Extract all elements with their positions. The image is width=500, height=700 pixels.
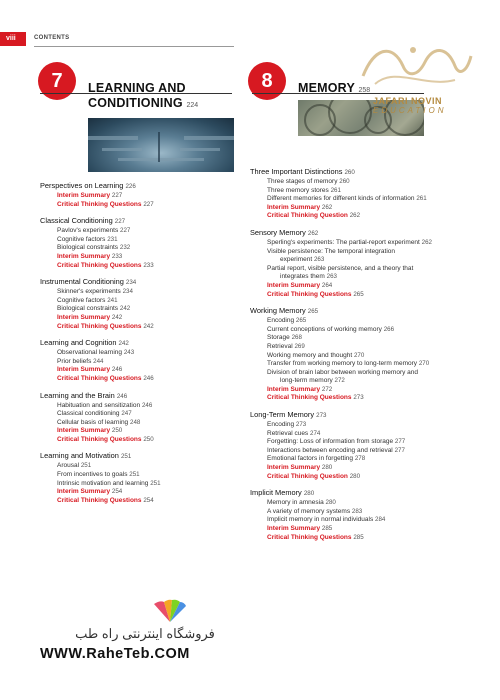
toc-entry-page: 227: [143, 200, 154, 208]
toc-summary-entry[interactable]: [250, 386, 470, 395]
toc-entry-page: 277: [394, 446, 405, 454]
toc-entry[interactable]: [250, 516, 470, 525]
toc-entry-text: Emotional factors in forgetting: [267, 455, 353, 463]
toc-entry-page: 246: [111, 366, 123, 374]
toc-section-title: Learning and Motivation: [40, 451, 119, 461]
toc-section-heading[interactable]: [250, 410, 470, 421]
toc-entry-text: Critical Thinking Questions: [57, 261, 142, 269]
toc-entry-page: 242: [111, 313, 123, 321]
page-number-tab: viii: [0, 32, 26, 46]
chapter-7-underline: [40, 93, 232, 94]
toc-entry-page: 263: [313, 256, 325, 264]
toc-section-page: 273: [316, 412, 327, 420]
toc-summary-entry[interactable]: [250, 394, 470, 403]
toc-entry-page: 277: [394, 438, 406, 446]
toc-entry[interactable]: [250, 317, 470, 326]
chapter-7-maze-image: [88, 118, 234, 172]
toc-entry-text: Interim Summary: [57, 427, 111, 435]
toc-entry-page: 248: [130, 418, 141, 426]
toc-entry-text: Critical Thinking Questions: [57, 435, 142, 443]
toc-entry-text-cont: long-term memory: [280, 377, 333, 385]
toc-entry[interactable]: [250, 178, 470, 187]
toc-entry[interactable]: [40, 297, 240, 306]
toc-entry-page: 227: [120, 227, 131, 235]
toc-section-title: Classical Conditioning: [40, 216, 113, 226]
toc-entry-text: Division of brain labor between working memory and: [267, 368, 419, 376]
toc-entry[interactable]: [250, 430, 470, 439]
toc-entry-text: Interim Summary: [57, 252, 111, 260]
toc-section-title: Instrumental Conditioning: [40, 277, 124, 287]
toc-entry[interactable]: [250, 334, 470, 343]
toc-entry-page: 265: [295, 317, 307, 325]
toc-section-title: Perspectives on Learning: [40, 181, 124, 190]
toc-entry-page: 254: [111, 488, 123, 496]
toc-section-heading[interactable]: [40, 277, 240, 288]
chapter-7-title-line1: LEARNING AND: [88, 81, 186, 95]
toc-entry-text: Storage: [267, 334, 290, 342]
toc-entry[interactable]: [250, 499, 470, 508]
toc-entry-page: 269: [294, 342, 305, 350]
toc-entry-text: Transfer from working memory to long-term memory: [267, 360, 418, 368]
toc-entry-text: Critical Thinking Questions: [267, 533, 352, 541]
toc-entry-page: 246: [143, 374, 154, 382]
calligraphy-logo-icon: [355, 36, 475, 96]
toc-section-heading[interactable]: [250, 306, 470, 317]
toc-entry-continuation: [250, 256, 470, 265]
toc-entry-page: 280: [349, 472, 361, 480]
toc-entry-page: 280: [321, 464, 333, 472]
toc-summary-entry[interactable]: [40, 314, 240, 323]
toc-entry-text: Interim Summary: [267, 525, 321, 532]
toc-entry[interactable]: [40, 402, 240, 411]
toc-entry-text: Retrieval: [267, 342, 293, 350]
toc-entry[interactable]: [250, 508, 470, 517]
toc-entry-page: 280: [325, 499, 336, 507]
watermark-line2: EDUCATION: [373, 106, 447, 115]
toc-entry[interactable]: [40, 471, 240, 480]
toc-summary-entry[interactable]: [40, 436, 240, 445]
toc-entry-text: Forgetting: Loss of information from storage: [267, 438, 394, 446]
chapter-7-title-line2: CONDITIONING: [88, 96, 183, 110]
toc-entry-page: 242: [143, 322, 154, 330]
toc-entry-text: Skinner's experiments: [57, 288, 121, 296]
chapter-7-title: [88, 81, 198, 113]
toc-summary-entry[interactable]: [40, 375, 240, 384]
toc-entry-page: 262: [421, 238, 432, 246]
toc-summary-entry[interactable]: [40, 201, 240, 210]
toc-entry-text: Interim Summary: [57, 366, 111, 374]
toc-entry-page: 265: [353, 290, 364, 298]
toc-entry-page: 261: [416, 195, 427, 203]
toc-entry-page: 233: [143, 261, 154, 269]
toc-entry-text: Sperling's experiments: The partial-report experiment: [267, 238, 420, 246]
toc-entry-text: Arousal: [57, 462, 80, 470]
toc-entry-page: 231: [107, 235, 118, 243]
toc-entry-page: 243: [123, 349, 135, 357]
shop-name-fa: فروشگاه اینترنتی راه طب: [75, 626, 215, 641]
toc-entry-text: Implicit memory in normal individuals: [267, 516, 374, 524]
toc-entry[interactable]: [40, 244, 240, 253]
toc-section-page: 242: [118, 340, 129, 348]
toc-section-heading[interactable]: [40, 451, 240, 462]
toc-entry-page: 241: [107, 296, 118, 304]
toc-entry-page: 264: [321, 281, 333, 289]
shop-url: WWW.RaheTeb.COM: [40, 646, 190, 662]
toc-entry[interactable]: [40, 410, 240, 419]
toc-entry[interactable]: [250, 187, 470, 196]
toc-entry-page: 251: [129, 471, 140, 479]
toc-summary-entry[interactable]: [250, 473, 470, 482]
toc-entry[interactable]: [250, 360, 470, 369]
toc-entry-page: 262: [321, 203, 333, 211]
toc-entry[interactable]: [250, 343, 470, 352]
toc-entry-text: From incentives to goals: [57, 471, 128, 479]
toc-entry-text: Encoding: [267, 317, 295, 325]
toc-summary-entry[interactable]: [250, 204, 470, 213]
toc-entry-page: 242: [119, 305, 131, 313]
toc-entry-text: Visible persistence: The temporal integration: [267, 247, 396, 255]
toc-entry[interactable]: [250, 447, 470, 456]
chapter-7-page: 224: [186, 102, 199, 109]
toc-summary-entry[interactable]: [40, 192, 240, 201]
toc-entry-text: Working memory and thought: [267, 351, 353, 359]
toc-entry[interactable]: [250, 248, 470, 257]
toc-entry-page: 244: [93, 357, 104, 365]
toc-summary-entry[interactable]: [40, 497, 240, 506]
toc-entry-page: 270: [353, 351, 365, 359]
toc-entry-page: 278: [354, 455, 366, 463]
toc-section-page: 265: [307, 308, 319, 316]
toc-summary-entry[interactable]: [40, 262, 240, 271]
toc-entry[interactable]: [250, 239, 470, 248]
toc-entry-page: 251: [80, 462, 92, 470]
toc-entry-page: 285: [353, 533, 364, 541]
toc-entry[interactable]: [250, 369, 470, 378]
toc-summary-entry[interactable]: [40, 427, 240, 436]
toc-section-title: Sensory Memory: [250, 227, 306, 237]
toc-entry-text: Habituation and sensitization: [57, 401, 141, 409]
toc-section-page: 227: [114, 218, 126, 226]
toc-summary-entry[interactable]: [250, 291, 470, 300]
toc-section-page: 260: [344, 169, 355, 176]
toc-entry-text: Encoding: [267, 421, 295, 429]
toc-summary-entry[interactable]: [40, 323, 240, 332]
toc-section-title: Working Memory: [250, 306, 306, 316]
toc-summary-entry[interactable]: [40, 366, 240, 375]
toc-entry-text: Interim Summary: [57, 313, 111, 321]
toc-entry-text: Critical Thinking Question: [267, 212, 348, 220]
toc-entry-page: 246: [141, 401, 153, 409]
chapter-8-number: 8: [248, 62, 286, 100]
toc-section-title: Long-Term Memory: [250, 410, 315, 420]
chapter-7-number: 7: [38, 62, 76, 100]
toc-entry-text: Interim Summary: [267, 385, 321, 393]
chapter-7-toc: [40, 174, 240, 505]
toc-entry-page: 273: [295, 421, 307, 429]
toc-entry[interactable]: [40, 462, 240, 471]
toc-entry-text: Different memories for different kinds of information: [267, 195, 415, 203]
toc-entry[interactable]: [250, 421, 470, 430]
toc-entry-page: 247: [121, 410, 132, 418]
shop-watermark: [30, 598, 230, 668]
publisher-watermark: [355, 36, 475, 116]
toc-entry[interactable]: [40, 419, 240, 428]
toc-summary-entry[interactable]: [250, 534, 470, 543]
toc-entry-text: Biological constraints: [57, 305, 119, 313]
toc-entry-text: Interim Summary: [267, 464, 321, 472]
toc-section-heading[interactable]: [250, 488, 470, 499]
toc-entry[interactable]: [250, 195, 470, 204]
toc-section-page: 262: [307, 229, 319, 237]
toc-section-page: 226: [125, 183, 136, 190]
toc-entry-text-cont: integrates them: [280, 273, 325, 281]
toc-entry-text: Memory in amnesia: [267, 499, 324, 507]
toc-entry-page: 251: [150, 479, 161, 487]
chapter-8-toc: [250, 160, 470, 542]
toc-entry-page: 262: [349, 212, 361, 220]
toc-entry-page: 261: [330, 186, 341, 194]
toc-summary-entry[interactable]: [40, 488, 240, 497]
toc-entry-text: Prior beliefs: [57, 357, 92, 365]
toc-section-title: Three Important Distinctions: [250, 167, 343, 176]
toc-entry-text: Interim Summary: [267, 203, 321, 211]
toc-entry-continuation: [250, 377, 470, 386]
toc-entry-text: Three memory stores: [267, 186, 329, 194]
toc-entry-text: Interactions between encoding and retrieval: [267, 446, 393, 454]
toc-entry-text: Cognitive factors: [57, 235, 106, 243]
toc-entry-text: Retrieval cues: [267, 429, 309, 437]
toc-section-heading[interactable]: [40, 338, 240, 349]
toc-entry-text: Partial report, visible persistence, and a theory that: [267, 264, 414, 272]
toc-entry[interactable]: [250, 265, 470, 274]
toc-entry[interactable]: [40, 349, 240, 358]
chapter-8-title-line1: MEMORY: [298, 81, 355, 95]
toc-entry[interactable]: [250, 455, 470, 464]
toc-section-page: 280: [303, 490, 315, 498]
toc-summary-entry[interactable]: [40, 253, 240, 262]
toc-entry-page: 273: [353, 394, 364, 402]
toc-entry-text: Interim Summary: [57, 192, 111, 199]
toc-entry[interactable]: [40, 305, 240, 314]
toc-entry[interactable]: [40, 288, 240, 297]
toc-summary-entry[interactable]: [250, 212, 470, 221]
toc-section-heading[interactable]: [250, 167, 470, 178]
toc-section-heading[interactable]: [40, 216, 240, 227]
toc-entry-continuation: [250, 273, 470, 282]
toc-entry-page: 254: [143, 496, 154, 504]
watermark-line1: JAFARI NOVIN: [373, 96, 443, 106]
toc-entry[interactable]: [250, 352, 470, 361]
toc-entry-text: Interim Summary: [267, 281, 321, 289]
toc-entry-page: 285: [321, 525, 333, 532]
header-rule: [34, 46, 234, 47]
toc-summary-entry[interactable]: [250, 464, 470, 473]
toc-entry[interactable]: [250, 438, 470, 447]
toc-entry-text: Cellular basis of learning: [57, 418, 129, 426]
toc-entry[interactable]: [40, 358, 240, 367]
toc-section-heading[interactable]: [40, 181, 240, 192]
toc-summary-entry[interactable]: [250, 525, 470, 534]
toc-entry-text: Critical Thinking Questions: [267, 394, 352, 402]
toc-entry-text: Critical Thinking Questions: [57, 200, 142, 208]
toc-entry-page: 272: [334, 377, 345, 385]
toc-entry-page: 272: [321, 385, 333, 393]
toc-entry[interactable]: [40, 236, 240, 245]
toc-entry-page: 263: [326, 273, 337, 281]
toc-section-title: Learning and Cognition: [40, 338, 117, 348]
toc-entry-page: 250: [111, 427, 123, 435]
toc-entry[interactable]: [40, 227, 240, 236]
toc-entry-page: 283: [351, 507, 363, 515]
toc-section-page: 246: [116, 392, 128, 400]
toc-section-page: 234: [125, 279, 137, 287]
toc-entry-page: 284: [375, 516, 386, 524]
toc-entry-page: 260: [339, 178, 350, 185]
toc-entry-text: Critical Thinking Question: [267, 472, 348, 480]
toc-entry-text: Intrinsic motivation and learning: [57, 479, 149, 487]
toc-entry-text: Interim Summary: [57, 488, 111, 496]
toc-entry-text: Current conceptions of working memory: [267, 325, 382, 333]
toc-entry-page: 250: [143, 435, 154, 443]
toc-entry[interactable]: [40, 480, 240, 489]
toc-entry-page: 270: [418, 360, 430, 368]
toc-entry-text: Critical Thinking Questions: [57, 322, 142, 330]
toc-entry-page: 232: [119, 244, 131, 252]
toc-entry-page: 233: [111, 252, 123, 260]
toc-entry-text: Critical Thinking Questions: [267, 290, 352, 298]
toc-entry-text: Critical Thinking Questions: [57, 496, 142, 504]
toc-entry-page: 268: [291, 334, 302, 342]
toc-entry-text: A variety of memory systems: [267, 507, 351, 515]
chapter-8-page: 258: [358, 87, 371, 94]
toc-section-page: 251: [120, 453, 132, 461]
toc-entry-page: 274: [310, 429, 321, 437]
toc-entry-text: Critical Thinking Questions: [57, 374, 142, 382]
toc-entry[interactable]: [250, 326, 470, 335]
toc-section-heading[interactable]: [40, 391, 240, 402]
toc-entry-text: Biological constraints: [57, 244, 119, 252]
toc-entry-text: Pavlov's experiments: [57, 227, 119, 235]
toc-section-title: Learning and the Brain: [40, 390, 115, 400]
toc-entry-text: Cognitive factors: [57, 296, 106, 304]
toc-entry-page: 227: [111, 192, 123, 199]
book-fan-logo-icon: [150, 598, 190, 624]
toc-entry-text: Three stages of memory: [267, 178, 338, 185]
toc-entry-page: 266: [383, 325, 395, 333]
running-head: CONTENTS: [34, 35, 70, 41]
toc-section-heading[interactable]: [250, 228, 470, 239]
toc-entry-text-cont: experiment: [280, 256, 313, 264]
toc-entry-page: 234: [122, 288, 133, 296]
toc-summary-entry[interactable]: [250, 282, 470, 291]
toc-entry-text: Observational learning: [57, 349, 123, 357]
toc-section-title: Implicit Memory: [250, 488, 302, 498]
toc-entry-text: Classical conditioning: [57, 410, 120, 418]
